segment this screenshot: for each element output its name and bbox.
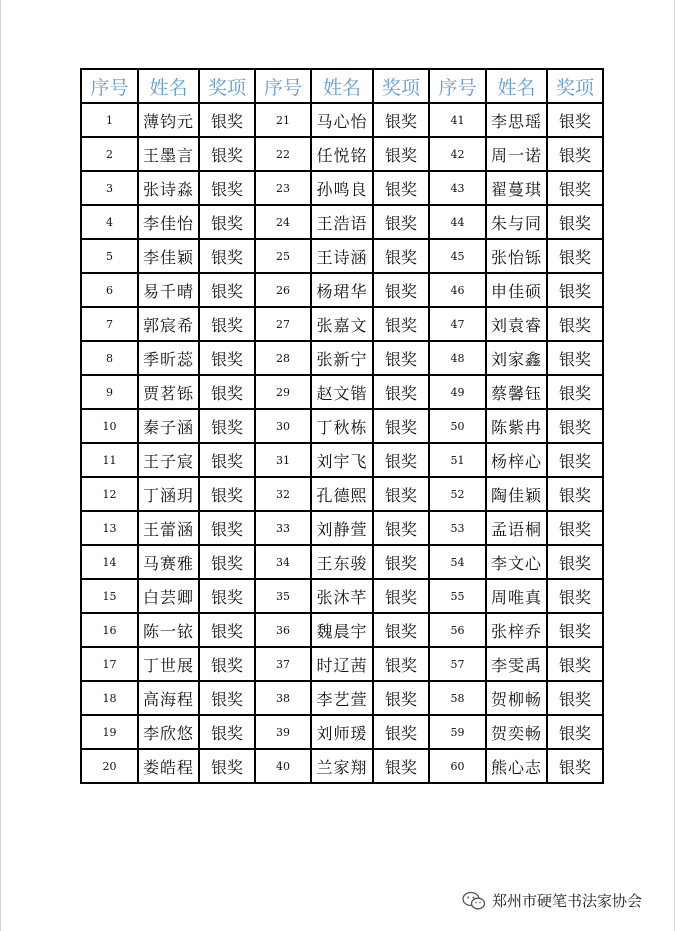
cell-name: 周一诺 (486, 137, 547, 171)
cell-name: 张沐芊 (311, 579, 373, 613)
cell-name: 李思瑶 (486, 103, 547, 137)
cell-award: 银奖 (199, 341, 255, 375)
award-table (80, 68, 604, 784)
cell-name: 娄皓程 (138, 749, 199, 783)
header-index: 序号 (81, 69, 138, 103)
cell-name: 翟蔓琪 (486, 171, 547, 205)
cell-name: 张嘉文 (311, 307, 373, 341)
page-edge (0, 0, 1, 931)
cell-index: 1 (81, 103, 138, 137)
cell-name: 丁秋栋 (311, 409, 373, 443)
cell-award: 银奖 (373, 239, 429, 273)
table-body (81, 103, 603, 783)
cell-index: 44 (429, 205, 486, 239)
cell-award: 银奖 (547, 477, 603, 511)
cell-award: 银奖 (199, 137, 255, 171)
cell-name: 刘家鑫 (486, 341, 547, 375)
cell-index: 49 (429, 375, 486, 409)
cell-award: 银奖 (547, 511, 603, 545)
cell-index: 9 (81, 375, 138, 409)
cell-award: 银奖 (199, 715, 255, 749)
cell-index: 46 (429, 273, 486, 307)
cell-index: 2 (81, 137, 138, 171)
cell-index: 4 (81, 205, 138, 239)
watermark (462, 890, 642, 911)
cell-award: 银奖 (547, 273, 603, 307)
cell-award: 银奖 (547, 579, 603, 613)
cell-index: 37 (255, 647, 311, 681)
cell-award: 银奖 (199, 205, 255, 239)
table-row (81, 443, 603, 477)
cell-index: 16 (81, 613, 138, 647)
cell-index: 10 (81, 409, 138, 443)
cell-award: 银奖 (373, 749, 429, 783)
cell-name: 张怡铄 (486, 239, 547, 273)
table-row (81, 511, 603, 545)
cell-award: 银奖 (199, 171, 255, 205)
header-award: 奖项 (199, 69, 255, 103)
cell-name: 任悦铭 (311, 137, 373, 171)
cell-index: 26 (255, 273, 311, 307)
cell-name: 时辽茜 (311, 647, 373, 681)
cell-name: 马赛雅 (138, 545, 199, 579)
cell-name: 高海程 (138, 681, 199, 715)
table-row (81, 409, 603, 443)
cell-index: 40 (255, 749, 311, 783)
header-award: 奖项 (373, 69, 429, 103)
cell-award: 银奖 (199, 239, 255, 273)
cell-index: 15 (81, 579, 138, 613)
cell-award: 银奖 (547, 647, 603, 681)
cell-name: 丁世展 (138, 647, 199, 681)
header-index: 序号 (429, 69, 486, 103)
cell-award: 银奖 (547, 681, 603, 715)
cell-name: 刘宇飞 (311, 443, 373, 477)
cell-award: 银奖 (373, 409, 429, 443)
cell-name: 陈紫冉 (486, 409, 547, 443)
cell-award: 银奖 (373, 341, 429, 375)
cell-index: 12 (81, 477, 138, 511)
cell-name: 周唯真 (486, 579, 547, 613)
cell-name: 王诗涵 (311, 239, 373, 273)
cell-award: 银奖 (547, 239, 603, 273)
cell-award: 银奖 (373, 613, 429, 647)
cell-award: 银奖 (199, 409, 255, 443)
cell-index: 11 (81, 443, 138, 477)
cell-index: 19 (81, 715, 138, 749)
cell-name: 申佳硕 (486, 273, 547, 307)
wechat-icon (462, 891, 486, 911)
cell-name: 张梓乔 (486, 613, 547, 647)
cell-award: 银奖 (373, 205, 429, 239)
cell-index: 27 (255, 307, 311, 341)
cell-award: 银奖 (199, 647, 255, 681)
cell-index: 60 (429, 749, 486, 783)
table-row (81, 375, 603, 409)
cell-index: 55 (429, 579, 486, 613)
table-row (81, 681, 603, 715)
cell-award: 银奖 (547, 205, 603, 239)
cell-award: 银奖 (373, 137, 429, 171)
cell-award: 银奖 (199, 375, 255, 409)
cell-award: 银奖 (547, 715, 603, 749)
cell-award: 银奖 (547, 443, 603, 477)
cell-index: 58 (429, 681, 486, 715)
cell-name: 兰家翔 (311, 749, 373, 783)
cell-award: 银奖 (199, 579, 255, 613)
cell-name: 孔德熙 (311, 477, 373, 511)
table-row (81, 647, 603, 681)
cell-index: 57 (429, 647, 486, 681)
cell-award: 银奖 (199, 511, 255, 545)
cell-award: 银奖 (373, 647, 429, 681)
cell-index: 8 (81, 341, 138, 375)
table-row (81, 273, 603, 307)
cell-name: 陈一铱 (138, 613, 199, 647)
cell-index: 50 (429, 409, 486, 443)
cell-index: 28 (255, 341, 311, 375)
cell-award: 银奖 (547, 341, 603, 375)
header-name: 姓名 (486, 69, 547, 103)
cell-name: 易千晴 (138, 273, 199, 307)
cell-index: 51 (429, 443, 486, 477)
cell-award: 银奖 (373, 307, 429, 341)
cell-award: 银奖 (373, 103, 429, 137)
cell-index: 5 (81, 239, 138, 273)
cell-award: 银奖 (199, 681, 255, 715)
cell-index: 3 (81, 171, 138, 205)
table-header (81, 69, 603, 103)
cell-index: 30 (255, 409, 311, 443)
cell-award: 银奖 (199, 443, 255, 477)
header-name: 姓名 (138, 69, 199, 103)
cell-index: 22 (255, 137, 311, 171)
cell-award: 银奖 (547, 137, 603, 171)
cell-index: 54 (429, 545, 486, 579)
cell-award: 银奖 (547, 613, 603, 647)
cell-index: 42 (429, 137, 486, 171)
table-row (81, 103, 603, 137)
cell-award: 银奖 (547, 375, 603, 409)
table-row (81, 307, 603, 341)
table-row (81, 545, 603, 579)
watermark-text: 郑州市硬笔书法家协会 (492, 892, 643, 910)
cell-award: 银奖 (199, 613, 255, 647)
cell-name: 郭宸希 (138, 307, 199, 341)
cell-name: 孟语桐 (486, 511, 547, 545)
cell-award: 银奖 (199, 273, 255, 307)
cell-name: 蔡馨钰 (486, 375, 547, 409)
cell-index: 56 (429, 613, 486, 647)
cell-award: 银奖 (547, 409, 603, 443)
table-row (81, 477, 603, 511)
cell-index: 29 (255, 375, 311, 409)
table-row (81, 579, 603, 613)
cell-name: 白芸卿 (138, 579, 199, 613)
cell-name: 王浩语 (311, 205, 373, 239)
cell-award: 银奖 (373, 171, 429, 205)
cell-name: 李欣悠 (138, 715, 199, 749)
cell-award: 银奖 (373, 477, 429, 511)
cell-name: 李艺萱 (311, 681, 373, 715)
cell-name: 朱与同 (486, 205, 547, 239)
cell-name: 张诗淼 (138, 171, 199, 205)
cell-index: 35 (255, 579, 311, 613)
table-row (81, 205, 603, 239)
cell-index: 41 (429, 103, 486, 137)
cell-name: 季昕蕊 (138, 341, 199, 375)
cell-index: 43 (429, 171, 486, 205)
cell-award: 银奖 (199, 545, 255, 579)
cell-index: 33 (255, 511, 311, 545)
cell-name: 刘静萱 (311, 511, 373, 545)
cell-name: 刘师瑗 (311, 715, 373, 749)
cell-index: 45 (429, 239, 486, 273)
cell-index: 47 (429, 307, 486, 341)
cell-name: 丁涵玥 (138, 477, 199, 511)
cell-award: 银奖 (199, 103, 255, 137)
cell-index: 6 (81, 273, 138, 307)
cell-award: 银奖 (547, 103, 603, 137)
cell-award: 银奖 (547, 749, 603, 783)
cell-award: 银奖 (199, 749, 255, 783)
cell-index: 20 (81, 749, 138, 783)
cell-index: 39 (255, 715, 311, 749)
cell-index: 31 (255, 443, 311, 477)
cell-award: 银奖 (547, 545, 603, 579)
cell-name: 杨珺华 (311, 273, 373, 307)
cell-name: 贺柳畅 (486, 681, 547, 715)
cell-award: 银奖 (373, 375, 429, 409)
cell-name: 赵文锴 (311, 375, 373, 409)
cell-award: 银奖 (199, 307, 255, 341)
cell-index: 23 (255, 171, 311, 205)
cell-name: 薄钧元 (138, 103, 199, 137)
cell-award: 银奖 (373, 715, 429, 749)
header-award: 奖项 (547, 69, 603, 103)
cell-index: 34 (255, 545, 311, 579)
cell-name: 张新宁 (311, 341, 373, 375)
cell-award: 银奖 (547, 307, 603, 341)
cell-award: 银奖 (373, 545, 429, 579)
header-row (81, 69, 603, 103)
table-row (81, 749, 603, 783)
table-row (81, 715, 603, 749)
cell-name: 马心怡 (311, 103, 373, 137)
header-name: 姓名 (311, 69, 373, 103)
cell-award: 银奖 (373, 443, 429, 477)
cell-name: 贺奕畅 (486, 715, 547, 749)
table-row (81, 239, 603, 273)
cell-index: 53 (429, 511, 486, 545)
cell-name: 李佳颖 (138, 239, 199, 273)
cell-award: 银奖 (373, 681, 429, 715)
cell-name: 王蕾涵 (138, 511, 199, 545)
cell-award: 银奖 (373, 579, 429, 613)
cell-index: 7 (81, 307, 138, 341)
cell-name: 刘袁睿 (486, 307, 547, 341)
cell-index: 24 (255, 205, 311, 239)
cell-name: 李文心 (486, 545, 547, 579)
cell-award: 银奖 (199, 477, 255, 511)
cell-name: 杨梓心 (486, 443, 547, 477)
cell-index: 36 (255, 613, 311, 647)
table-row (81, 137, 603, 171)
cell-index: 18 (81, 681, 138, 715)
cell-name: 秦子涵 (138, 409, 199, 443)
table-row (81, 341, 603, 375)
cell-index: 14 (81, 545, 138, 579)
cell-index: 48 (429, 341, 486, 375)
cell-name: 王东骏 (311, 545, 373, 579)
table-row (81, 613, 603, 647)
cell-index: 17 (81, 647, 138, 681)
cell-index: 13 (81, 511, 138, 545)
cell-name: 王墨言 (138, 137, 199, 171)
cell-name: 贾茗铄 (138, 375, 199, 409)
cell-index: 59 (429, 715, 486, 749)
header-index: 序号 (255, 69, 311, 103)
cell-name: 孙鸣良 (311, 171, 373, 205)
cell-award: 银奖 (547, 171, 603, 205)
cell-name: 魏晨宇 (311, 613, 373, 647)
cell-name: 陶佳颖 (486, 477, 547, 511)
cell-name: 熊心志 (486, 749, 547, 783)
cell-name: 李雯禹 (486, 647, 547, 681)
cell-index: 25 (255, 239, 311, 273)
cell-name: 王子宸 (138, 443, 199, 477)
cell-award: 银奖 (373, 273, 429, 307)
table-row (81, 171, 603, 205)
cell-award: 银奖 (373, 511, 429, 545)
cell-name: 李佳怡 (138, 205, 199, 239)
cell-index: 38 (255, 681, 311, 715)
cell-index: 52 (429, 477, 486, 511)
cell-index: 21 (255, 103, 311, 137)
cell-index: 32 (255, 477, 311, 511)
